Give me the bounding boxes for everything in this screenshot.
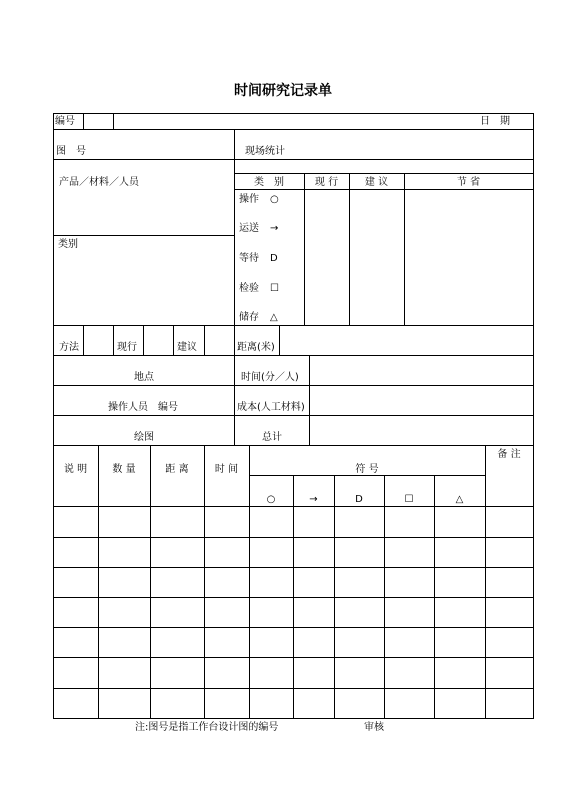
- review-label: 审核: [364, 722, 384, 733]
- method-current-label: 现行: [117, 342, 137, 353]
- arrow-right-icon: →: [270, 223, 279, 234]
- footer-note: 注:图号是指工作台设计图的编号: [135, 722, 279, 733]
- location-label: 地点: [134, 372, 154, 383]
- operator-label: 操作人员 编号: [108, 402, 178, 413]
- date-label: 日 期: [480, 116, 510, 127]
- symbol-wait-label: 等待: [239, 253, 259, 264]
- symbol-storage-label: 储存: [239, 312, 259, 323]
- method-suggest-label: 建议: [177, 342, 197, 353]
- symbol-transport-label: 运送: [239, 223, 259, 234]
- total-label: 总计: [262, 432, 282, 443]
- col-saving: 节 省: [456, 177, 481, 188]
- col-category: 类 别: [254, 177, 284, 188]
- col-suggest: 建 议: [364, 177, 389, 188]
- method-label: 方法: [59, 342, 79, 353]
- product-material-label: 产品／材料／人员: [59, 177, 139, 188]
- square-icon: ☐: [270, 283, 279, 294]
- triangle-icon: △: [455, 494, 464, 505]
- number-field[interactable]: [84, 114, 114, 129]
- delay-d-icon: D: [355, 494, 363, 505]
- drawing-label: 绘图: [134, 432, 154, 443]
- drawing-number-label: 图 号: [56, 146, 86, 157]
- arrow-right-icon: →: [309, 494, 318, 505]
- symbol-operation-label: 操作: [239, 194, 259, 205]
- number-label: 编号: [55, 116, 75, 127]
- col-time: 时 间: [214, 464, 239, 475]
- category-label: 类别: [58, 239, 78, 250]
- circle-icon: ○: [266, 494, 276, 505]
- col-description: 说 明: [63, 464, 88, 475]
- distance-label: 距离(米): [237, 342, 275, 353]
- site-stats-label: 现场统计: [245, 146, 285, 157]
- cost-label: 成本(人工材料): [237, 402, 305, 413]
- circle-icon: ○: [270, 194, 279, 205]
- square-icon: ☐: [404, 494, 414, 505]
- time-label: 时间(分／人): [241, 372, 299, 383]
- col-distance: 距 离: [165, 464, 189, 475]
- symbol-inspect-label: 检验: [239, 283, 259, 294]
- col-quantity: 数 量: [112, 464, 136, 475]
- col-remark: 备 注: [497, 449, 521, 460]
- col-symbol: 符 号: [355, 464, 379, 475]
- page-title: 时间研究记录单: [234, 83, 332, 99]
- col-current: 现 行: [314, 177, 339, 188]
- triangle-icon: △: [270, 312, 278, 323]
- delay-d-icon: D: [270, 253, 278, 264]
